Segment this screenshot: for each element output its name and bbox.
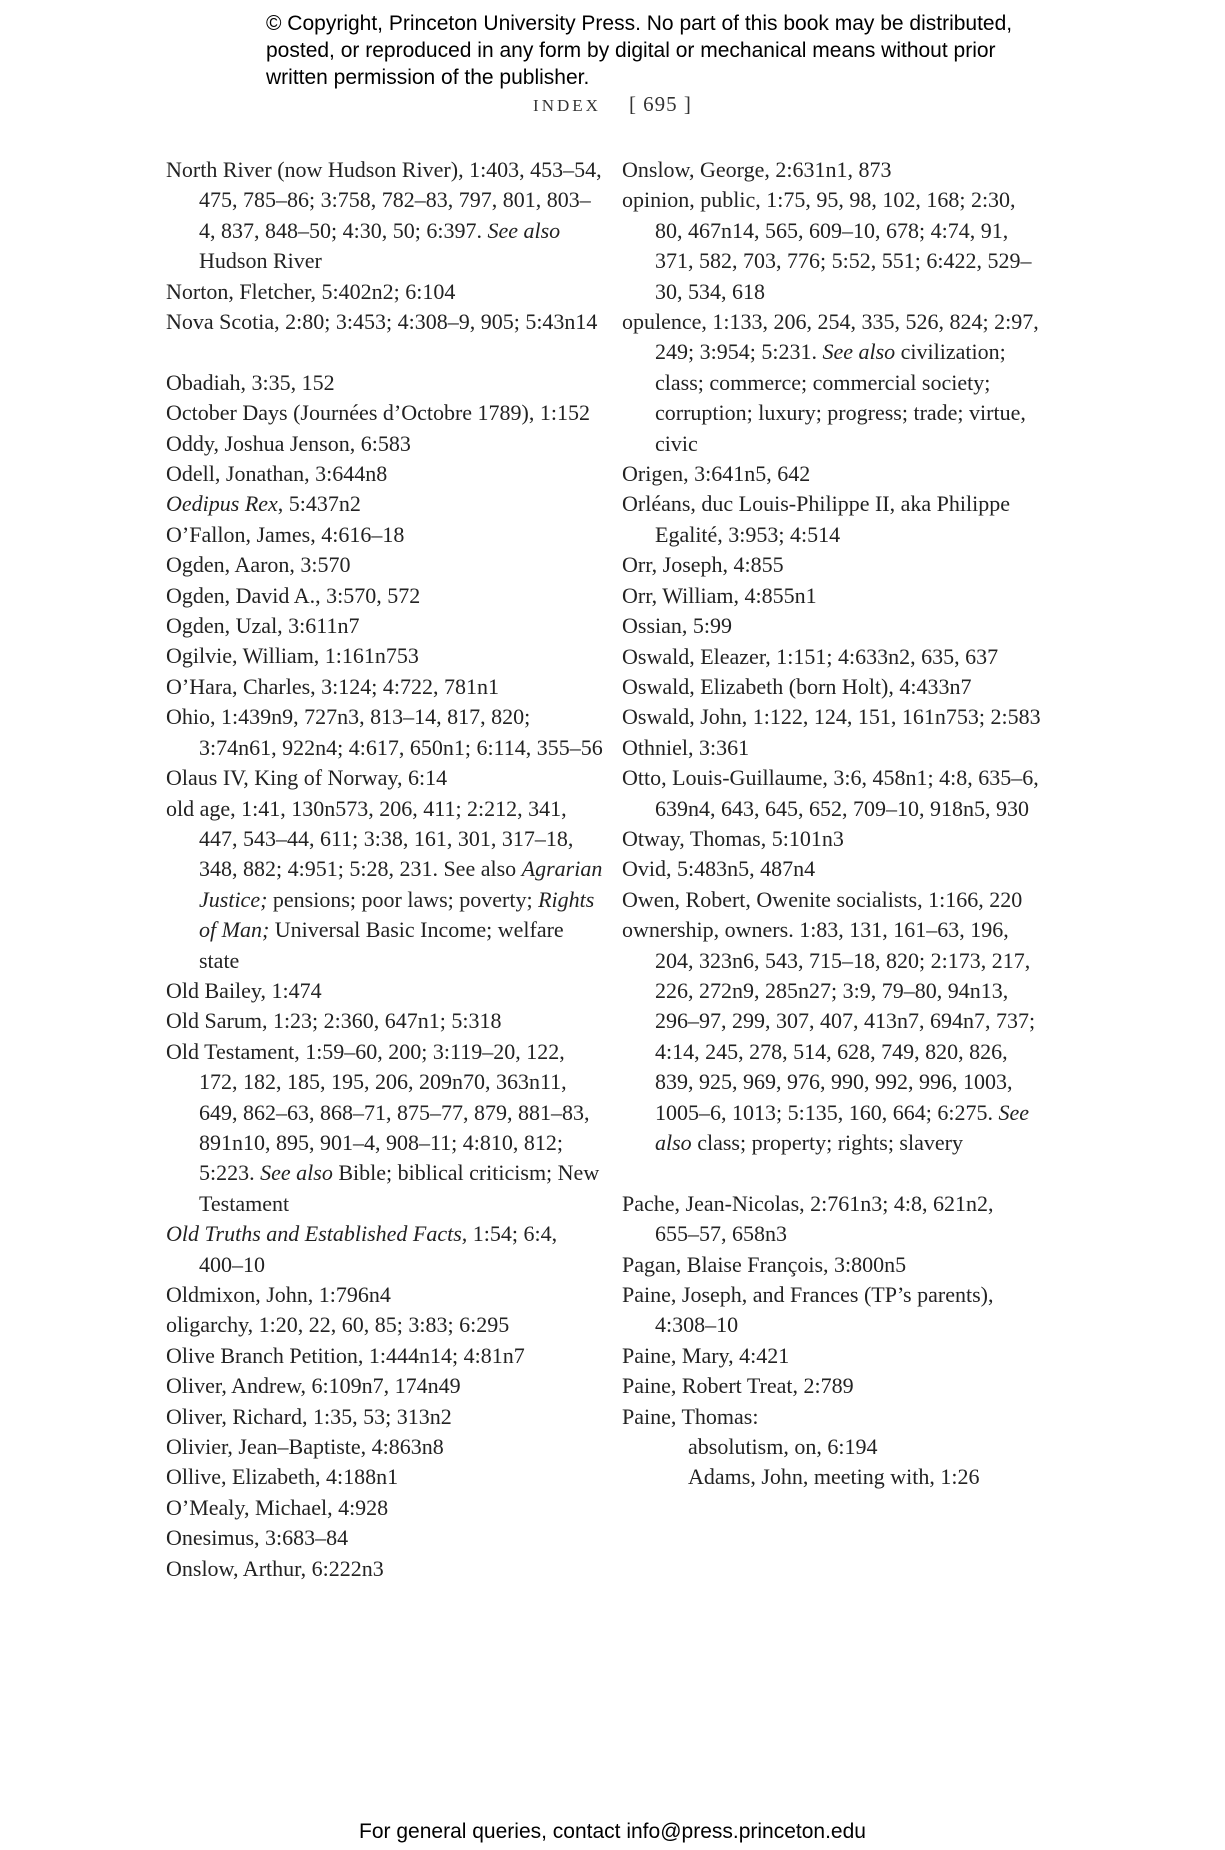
index-entry: Old Truths and Established Facts, 1:54; 6:4, 400–10: [166, 1221, 558, 1277]
index-entry: Ogilvie, William, 1:161n753: [166, 643, 419, 669]
letter-gap: [166, 337, 606, 367]
index-entry: Ogden, Uzal, 3:611n7: [166, 613, 360, 639]
index-entry: North River (now Hudson River), 1:403, 453–54, 475, 785–86; 3:758, 782–83, 797, 801, 803–4, 837, 848–50; 4:30, 50; 6:397. See also Hudson River: [166, 157, 602, 274]
index-entry: Obadiah, 3:35, 152: [166, 369, 335, 395]
running-head-label: INDEX: [533, 96, 601, 115]
index-entry: Origen, 3:641n5, 642: [622, 461, 811, 487]
footer-contact: For general queries, contact info@press.princeton.edu: [359, 1820, 866, 1843]
index-entry: opinion, public, 1:75, 95, 98, 102, 168; 2:30, 80, 467n14, 565, 609–10, 678; 4:74, 91, 371, 582, 703, 776; 5:52, 551; 6:422, 529–30, 534, 618: [622, 187, 1032, 304]
index-entry: Ovid, 5:483n5, 487n4: [622, 856, 816, 882]
index-entry: Ohio, 1:439n9, 727n3, 813–14, 817, 820; 3:74n61, 922n4; 4:617, 650n1; 6:114, 355–56: [166, 704, 603, 760]
index-entry: Old Sarum, 1:23; 2:360, 647n1; 5:318: [166, 1008, 502, 1034]
index-entry: Nova Scotia, 2:80; 3:453; 4:308–9, 905; 5:43n14: [166, 309, 598, 335]
copyright-notice: © Copyright, Princeton University Press. No part of this book may be distributed, posted, or reproduced in any form by digital or mechanical means without prior written permission of the publisher.: [266, 12, 1013, 89]
index-entry: Old Bailey, 1:474: [166, 977, 322, 1003]
index-entry: Oswald, Elizabeth (born Holt), 4:433n7: [622, 673, 972, 699]
index-entry: Oedipus Rex, 5:437n2: [166, 491, 361, 517]
index-column-right: [622, 155, 1042, 1493]
index-entry: O’Mealy, Michael, 4:928: [166, 1494, 389, 1520]
index-entry: Olaus IV, King of Norway, 6:14: [166, 765, 448, 791]
index-entry: Pache, Jean-Nicolas, 2:761n3; 4:8, 621n2, 655–57, 658n3: [622, 1190, 994, 1247]
index-entry: Oddy, Joshua Jenson, 6:583: [166, 430, 411, 456]
index-entry: Olive Branch Petition, 1:444n14; 4:81n7: [166, 1342, 525, 1368]
index-entry: Onslow, George, 2:631n1, 873: [622, 157, 892, 182]
letter-gap: [622, 1158, 1042, 1188]
index-entry: Onesimus, 3:683–84: [166, 1525, 349, 1551]
index-entry: Paine, Thomas:: [622, 1403, 759, 1429]
index-entry: Norton, Fletcher, 5:402n2; 6:104: [166, 278, 456, 304]
page-number: [ 695 ]: [628, 92, 692, 116]
index-column-left: [166, 155, 606, 1584]
index-entry: Oldmixon, John, 1:796n4: [166, 1282, 391, 1308]
index-entry: oligarchy, 1:20, 22, 60, 85; 3:83; 6:295: [166, 1312, 510, 1338]
index-subentry: absolutism, on, 6:194: [688, 1434, 878, 1460]
index-entry: October Days (Journées d’Octobre 1789), 1:152: [166, 400, 590, 426]
index-entry: opulence, 1:133, 206, 254, 335, 526, 824; 2:97, 249; 3:954; 5:231. See also civilization; class; commerce; commercial society; corruption; luxury; progress; trade; virtue, civic: [622, 309, 1039, 456]
index-entry: Onslow, Arthur, 6:222n3: [166, 1555, 384, 1581]
index-entry: O’Hara, Charles, 3:124; 4:722, 781n1: [166, 673, 499, 699]
index-entry: Oswald, Eleazer, 1:151; 4:633n2, 635, 637: [622, 643, 999, 669]
index-entry: Paine, Robert Treat, 2:789: [622, 1373, 854, 1399]
index-entry: Olivier, Jean–Baptiste, 4:863n8: [166, 1434, 444, 1460]
index-entry: Orr, William, 4:855n1: [622, 582, 817, 608]
index-entry: Orr, Joseph, 4:855: [622, 552, 784, 578]
index-entry: Paine, Mary, 4:421: [622, 1342, 790, 1368]
index-entry: Ossian, 5:99: [622, 613, 732, 639]
index-entry: Oliver, Richard, 1:35, 53; 313n2: [166, 1403, 452, 1429]
index-entry: Otway, Thomas, 5:101n3: [622, 825, 844, 851]
index-entry: Ogden, David A., 3:570, 572: [166, 582, 421, 608]
index-entry: old age, 1:41, 130n573, 206, 411; 2:212, 341, 447, 543–44, 611; 3:38, 161, 301, 317–18, 348, 882; 4:951; 5:28, 231. See also Agrarian Justice; pensions; poor laws; poverty; Rights of Man; Universal Basic Income; welfare state: [166, 795, 603, 973]
running-head: [0, 92, 1225, 117]
index-entry: Pagan, Blaise François, 3:800n5: [622, 1251, 907, 1277]
index-entry: Ollive, Elizabeth, 4:188n1: [166, 1464, 399, 1490]
index-entry: Oliver, Andrew, 6:109n7, 174n49: [166, 1373, 461, 1399]
index-entry: O’Fallon, James, 4:616–18: [166, 521, 405, 547]
index-entry: Orléans, duc Louis-Philippe II, aka Philippe Egalité, 3:953; 4:514: [622, 491, 1010, 547]
index-entry: Odell, Jonathan, 3:644n8: [166, 461, 388, 487]
index-entry: Old Testament, 1:59–60, 200; 3:119–20, 122, 172, 182, 185, 195, 206, 209n70, 363n11, 649, 862–63, 868–71, 875–77, 879, 881–83, 891n10, 895, 901–4, 908–11; 4:810, 812; 5:223. See also Bible; biblical criticism; New Testament: [166, 1038, 600, 1216]
index-entry: Othniel, 3:361: [622, 734, 750, 760]
index-entry: Owen, Robert, Owenite socialists, 1:166, 220: [622, 886, 1023, 912]
index-entry: Otto, Louis-Guillaume, 3:6, 458n1; 4:8, 635–6, 639n4, 643, 645, 652, 709–10, 918n5, 930: [622, 765, 1039, 821]
index-entry: Ogden, Aaron, 3:570: [166, 552, 351, 578]
index-entry: Paine, Joseph, and Frances (TP’s parents), 4:308–10: [622, 1282, 994, 1338]
index-entry: ownership, owners. 1:83, 131, 161–63, 196, 204, 323n6, 543, 715–18, 820; 2:173, 217, 226, 272n9, 285n27; 3:9, 79–80, 94n13, 296–97, 299, 307, 407, 413n7, 694n7, 737; 4:14, 245, 278, 514, 628, 749, 820, 826, 839, 925, 969, 976, 990, 992, 996, 1003, 1005–6, 1013; 5:135, 160, 664; 6:275. See also class; property; rights; slavery: [622, 917, 1036, 1155]
index-subentry: Adams, John, meeting with, 1:26: [688, 1464, 980, 1490]
index-entry: Oswald, John, 1:122, 124, 151, 161n753; 2:583: [622, 704, 1041, 730]
